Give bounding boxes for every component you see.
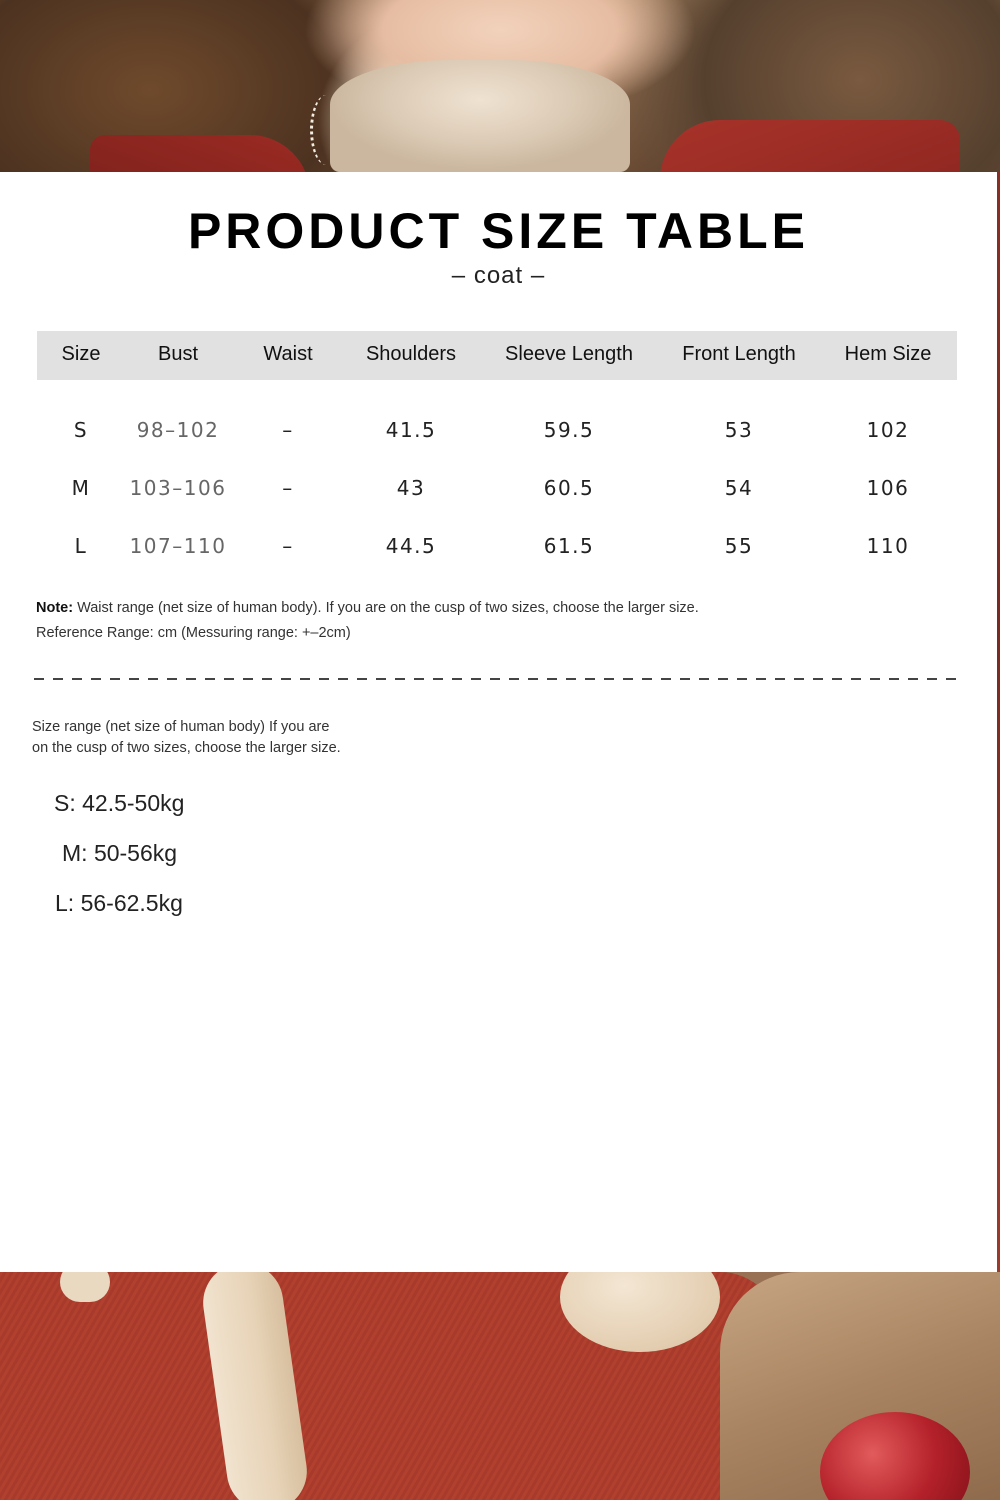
size-range-line: on the cusp of two sizes, choose the larger size. [32, 740, 341, 756]
size-note [36, 596, 699, 646]
table-row [37, 526, 957, 566]
cell-size: L [74, 534, 88, 558]
weight-l: L: 56-62.5kg [55, 890, 183, 916]
weight-m: M: 50-56kg [62, 840, 178, 866]
cell-hem-size: 102 [866, 418, 910, 442]
header-waist: Waist [263, 343, 313, 365]
cell-shoulders: 41.5 [385, 418, 437, 442]
cell-hem-size: 106 [866, 476, 910, 500]
page-subtitle: – coat – [451, 262, 546, 289]
size-table-card [0, 172, 997, 1272]
header-bust: Bust [157, 343, 199, 365]
cell-shoulders: 43 [396, 476, 426, 500]
note-text: Waist range (net size of human body). If you are on the cusp of two sizes, choose the larger size. [73, 600, 699, 616]
table-header [37, 331, 957, 380]
size-range-description [32, 717, 372, 759]
cell-sleeve-length: 59.5 [543, 418, 595, 442]
note-label: Note: [36, 600, 74, 616]
cell-bust: 98–102 [136, 418, 220, 442]
header-front-length: Front Length [682, 343, 796, 365]
pearl-necklace [310, 95, 343, 165]
cell-shoulders: 44.5 [385, 534, 437, 558]
cell-sleeve-length: 61.5 [543, 534, 595, 558]
cell-front-length: 53 [724, 418, 754, 442]
header-sleeve-length: Sleeve Length [505, 343, 633, 365]
dashed-divider [34, 678, 958, 680]
size-range-line: Size range (net size of human body) If you are [32, 719, 330, 735]
cell-hem-size: 110 [866, 534, 910, 558]
coat-shoulder-left [90, 135, 310, 172]
cell-bust: 103–106 [129, 476, 227, 500]
cell-waist: – [282, 418, 294, 442]
bottom-product-photo [0, 1272, 1000, 1500]
coat-shoulder-right [660, 120, 960, 172]
cell-front-length: 55 [724, 534, 754, 558]
table-row [37, 468, 957, 508]
reference-range: Reference Range: cm (Messuring range: +–2cm) [36, 625, 351, 641]
top-product-photo [0, 0, 1000, 172]
weight-s: S: 42.5-50kg [54, 790, 185, 816]
cell-size: M [71, 476, 91, 500]
cell-sleeve-length: 60.5 [543, 476, 595, 500]
turtleneck-collar [330, 60, 630, 172]
page-title: PRODUCT SIZE TABLE [187, 203, 810, 259]
cell-waist: – [282, 476, 294, 500]
cell-waist: – [282, 534, 294, 558]
note-line [36, 596, 699, 621]
header-size: Size [61, 343, 101, 365]
header-shoulders: Shoulders [365, 343, 457, 365]
header-hem-size: Hem Size [844, 343, 932, 365]
cell-size: S [73, 418, 89, 442]
table-row [37, 410, 957, 450]
fur-trim [60, 1272, 110, 1302]
cell-front-length: 54 [724, 476, 754, 500]
cell-bust: 107–110 [129, 534, 227, 558]
